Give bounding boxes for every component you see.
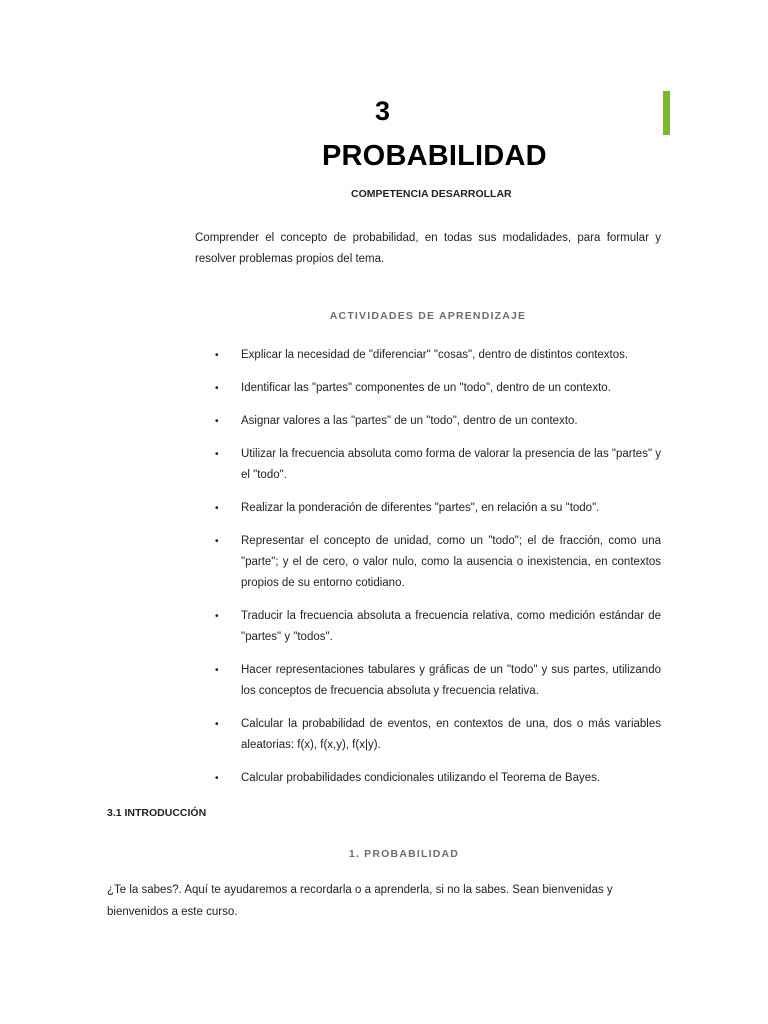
list-item: [195, 714, 661, 756]
bullet-icon: •: [215, 611, 219, 622]
bullet-icon: •: [215, 536, 219, 547]
list-item: [195, 498, 661, 519]
competencia-paragraph: Comprender el concepto de probabilidad, en todas sus modalidades, para formular y resolver problemas propios del tema.: [195, 232, 661, 265]
activity-text: Realizar la ponderación de diferentes "partes", en relación a su "todo".: [241, 502, 600, 514]
activity-text: Representar el concepto de unidad, como un "todo"; el de fracción, como una "parte"; y el de cero, o valor nulo, como la ausencia o inexistencia, en contextos propios de su entorno cotidiano.: [241, 535, 661, 589]
chapter-number-text: 3: [375, 96, 391, 126]
bullet-icon: •: [215, 719, 219, 730]
subsection-heading-probabilidad: 1. PROBABILIDAD: [348, 848, 460, 860]
bullet-icon: •: [215, 449, 219, 460]
bullet-icon: •: [215, 350, 219, 361]
chapter-title: PROBABILIDAD: [322, 140, 547, 172]
list-item: [195, 444, 661, 486]
list-item: [195, 660, 661, 702]
activities-list: [195, 345, 661, 789]
activity-text: Traducir la frecuencia absoluta a frecuencia relativa, como medición estándar de "partes" y "todos".: [241, 610, 661, 643]
bullet-icon: •: [215, 503, 219, 514]
section-heading-introduccion: 3.1 INTRODUCCIÓN: [107, 807, 207, 819]
bullet-icon: •: [215, 665, 219, 676]
list-item: [195, 531, 661, 594]
activity-text: Calcular la probabilidad de eventos, en contextos de una, dos o más variables aleatorias: f(x), f(x,y), f(x|y).: [241, 718, 661, 751]
activity-text: Hacer representaciones tabulares y gráficas de un "todo" y sus partes, utilizando los conceptos de frecuencia absoluta y frecuencia relativa.: [241, 664, 661, 697]
activity-text: Identificar las "partes" componentes de un "todo", dentro de un contexto.: [241, 382, 611, 394]
bullet-icon: •: [215, 416, 219, 427]
list-item: [195, 411, 661, 432]
activities-heading: ACTIVIDADES DE APRENDIZAJE: [329, 310, 527, 322]
list-item: [195, 345, 661, 366]
activity-text: Asignar valores a las "partes" de un "todo", dentro de un contexto.: [241, 415, 578, 427]
list-item: [195, 378, 661, 399]
bullet-icon: •: [215, 773, 219, 784]
list-item: [195, 768, 661, 789]
activity-text: Utilizar la frecuencia absoluta como forma de valorar la presencia de las "partes" y el "todo".: [241, 448, 661, 481]
activity-text: Calcular probabilidades condicionales utilizando el Teorema de Bayes.: [241, 772, 601, 784]
intro-paragraph: ¿Te la sabes?. Aquí te ayudaremos a recordarla o a aprenderla, si no la sabes. Sean bienvenidas y bienvenidos a este curso.: [107, 884, 613, 918]
bullet-icon: •: [215, 383, 219, 394]
accent-bar: [663, 91, 670, 135]
list-item: [195, 606, 661, 648]
competencia-label: COMPETENCIA DESARROLLAR: [351, 188, 512, 200]
activity-text: Explicar la necesidad de "diferenciar" "cosas", dentro de distintos contextos.: [241, 349, 629, 361]
